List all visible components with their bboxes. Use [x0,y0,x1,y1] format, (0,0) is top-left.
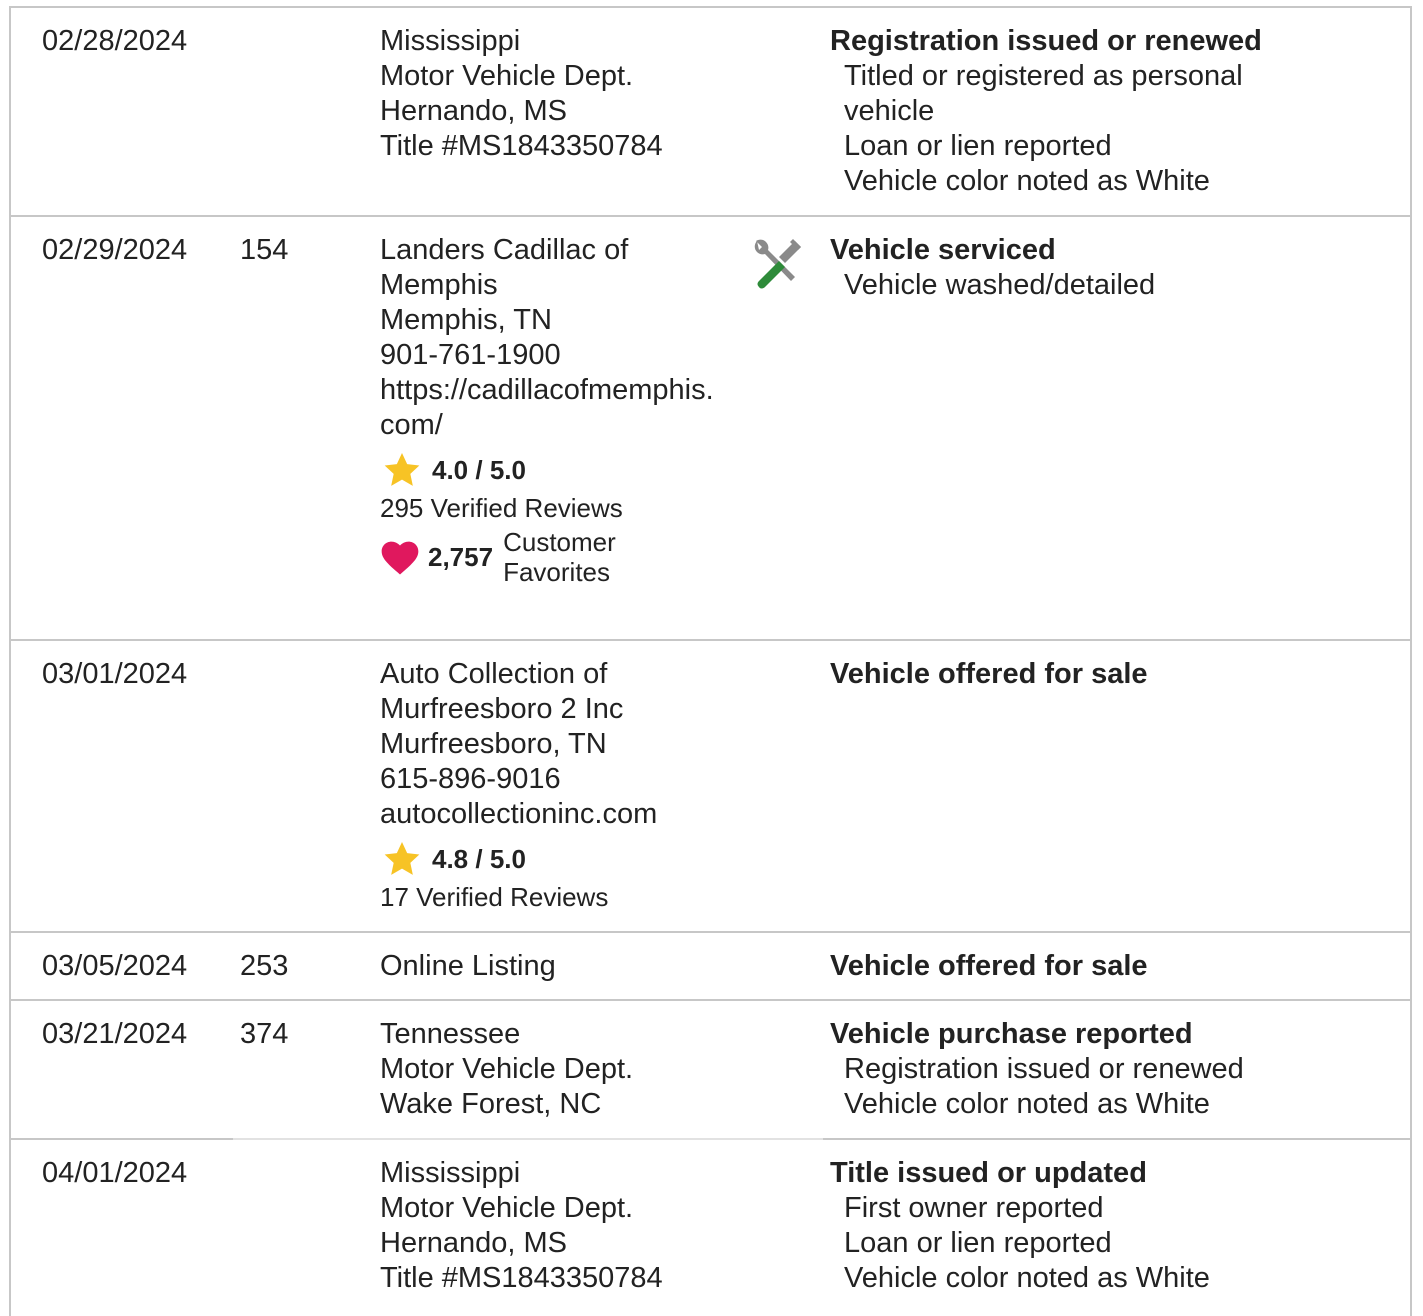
history-row [11,933,1411,999]
source-line: 615-896-9016 [380,763,561,795]
record-source [380,233,740,587]
history-row [11,1001,1411,1139]
record-source [380,949,740,984]
record-detail [830,1156,1410,1296]
event-headline: Vehicle serviced [830,234,1056,266]
history-row [11,1140,1411,1308]
record-detail [830,949,1410,984]
history-row [11,8,1411,216]
favorites-label: Customer Favorites [503,527,616,587]
history-row [11,217,1411,639]
source-line: Wake Forest, NC [380,1088,602,1120]
event-detail [830,59,1410,129]
source-line: Auto Collection of Murfreesboro 2 Inc [380,658,624,725]
source-line: 901-761-1900 [380,339,561,371]
dealer-website-link[interactable]: https://cadillacofmemphis.com/ [380,374,714,441]
source-line: Tennessee [380,1018,521,1050]
event-detail: First owner reported [844,1192,1104,1224]
record-source [380,657,740,912]
source-line: Mississippi [380,1157,521,1189]
rating-score: 4.0 / 5.0 [432,454,526,485]
source-line: Mississippi [380,25,521,57]
verified-reviews-link[interactable]: 295 Verified Reviews [380,493,623,523]
heart-icon [380,538,420,576]
event-detail: Loan or lien reported [844,130,1112,162]
event-detail: Registration issued or renewed [844,1053,1244,1085]
source-line: Motor Vehicle Dept. [380,60,634,92]
event-detail-text: Titled or registered as personal vehicle [844,60,1243,127]
record-source [380,1017,740,1122]
event-detail: Vehicle color noted as White [844,165,1210,197]
record-mileage: 154 [240,234,289,266]
event-headline: Title issued or updated [830,1157,1147,1189]
record-detail [830,1017,1410,1122]
event-headline: Vehicle purchase reported [830,1018,1193,1050]
record-detail [830,657,1410,692]
star-icon [380,450,424,490]
event-detail: Vehicle color noted as White [844,1262,1210,1294]
record-date: 02/29/2024 [42,234,188,266]
record-date: 03/01/2024 [42,658,188,690]
event-headline: Vehicle offered for sale [830,950,1148,982]
history-row [11,641,1411,931]
source-line: Hernando, MS [380,95,567,127]
record-mileage: 253 [240,950,289,982]
record-date: 02/28/2024 [42,25,188,57]
service-wrench-screwdriver-icon [751,237,803,293]
source-line: Title #MS1843350784 [380,1262,663,1294]
rating-score: 4.8 / 5.0 [432,843,526,874]
record-detail [830,233,1410,303]
dealer-rating [380,840,740,878]
source-line: Motor Vehicle Dept. [380,1053,634,1085]
record-source [380,1156,740,1296]
record-date: 03/21/2024 [42,1018,188,1050]
source-line: Online Listing [380,950,556,982]
event-detail: Loan or lien reported [844,1227,1112,1259]
source-line: Title #MS1843350784 [380,130,663,162]
source-line: Memphis, TN [380,304,552,336]
verified-reviews-link[interactable]: 17 Verified Reviews [380,882,609,912]
record-date: 03/05/2024 [42,950,188,982]
record-date: 04/01/2024 [42,1157,188,1189]
event-headline: Vehicle offered for sale [830,658,1148,690]
source-line: Hernando, MS [380,1227,567,1259]
dealer-rating [380,451,740,489]
source-line: Motor Vehicle Dept. [380,1192,634,1224]
star-icon [380,839,424,879]
record-mileage: 374 [240,1018,289,1050]
customer-favorites [380,527,740,587]
dealer-website-link[interactable]: autocollectioninc.com [380,798,658,830]
record-source [380,24,740,164]
source-line: Landers Cadillac of Memphis [380,234,629,301]
favorites-count: 2,757 [428,541,494,572]
event-detail: Vehicle color noted as White [844,1088,1210,1120]
event-headline: Registration issued or renewed [830,25,1262,57]
event-detail: Vehicle washed/detailed [844,269,1156,301]
record-detail [830,24,1410,199]
source-line: Murfreesboro, TN [380,728,607,760]
